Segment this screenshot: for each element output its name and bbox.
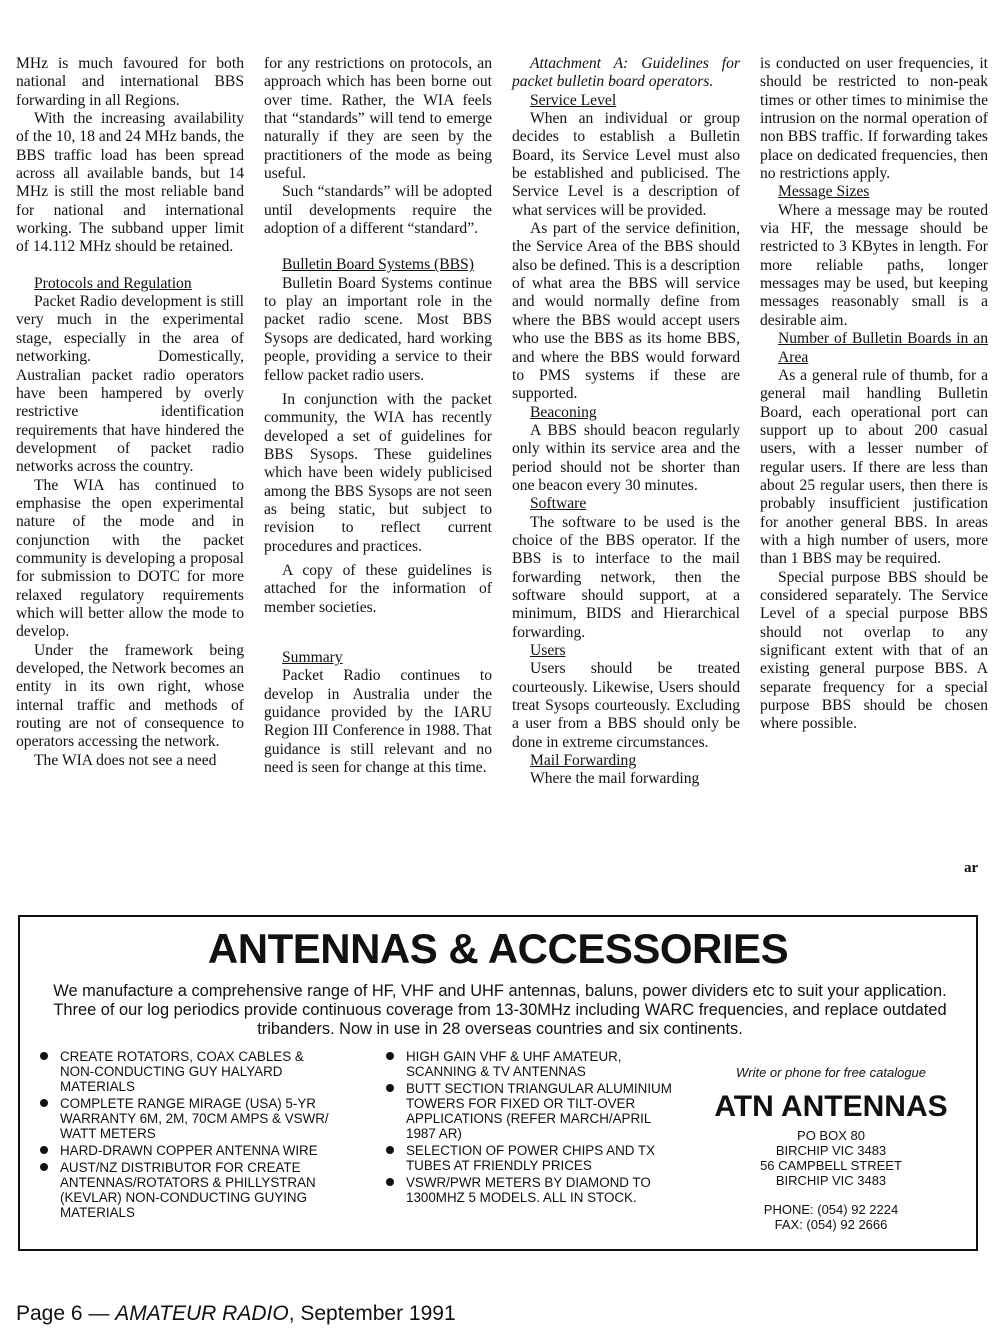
address-line: 56 CAMPBELL STREET xyxy=(760,1158,902,1173)
article-column-3 xyxy=(512,55,740,789)
paragraph: Packet Radio continues to develop in Australia under the guidance provided by the IARU Region III Conference in 1988. That guidance is still relevant and no need is seen for change at this time. xyxy=(264,667,492,777)
bullet-icon xyxy=(40,1146,48,1154)
paragraph: Special purpose BBS should be considered separately. The Service Level of a special purpose BBS should not overlap to any significant extent with that of an existing general purpose BBS. A separate frequency for a special purpose BBS should be chosen where possible. xyxy=(760,568,988,733)
magazine-title: AMATEUR RADIO xyxy=(115,1302,289,1325)
section-heading-software: Software xyxy=(530,495,587,513)
paragraph: Where a message may be routed via HF, the message should be restricted to 3 KBytes in length. For more reliable paths, longer messages may be used, but keeping messages reasonably small is a desirable aim. xyxy=(760,201,988,329)
bullet-icon xyxy=(386,1178,394,1186)
paragraph: Such “standards” will be adopted until developments require the adoption of a different “standard”. xyxy=(264,183,492,238)
ad-intro: We manufacture a comprehensive range of HF, VHF and UHF antennas, baluns, power dividers etc to suit your application. Three of our log periodics provide continuous coverage from 13-30MHz including WARC frequencies, and replace outdated tribanders. Now in use in 28 overseas countries and six continents. xyxy=(53,982,947,1038)
article-column-2 xyxy=(264,55,492,777)
paragraph: A BBS should beacon regularly only within its service area and the period should not be shorter than one beacon every 30 minutes. xyxy=(512,421,740,494)
list-item: HARD-DRAWN COPPER ANTENNA WIRE xyxy=(38,1143,338,1158)
page-footer xyxy=(16,1302,456,1326)
catalogue-note: Write or phone for free catalogue xyxy=(735,1065,927,1080)
paragraph: As part of the service definition, the Service Area of the BBS should also be defined. This is a description of what area the BBS will service and would normally define from where the BBS would accept users who use the BBS as its home BBS, and where the BBS would forward to PMS systems if these are supported. xyxy=(512,220,740,403)
section-heading-mail-forwarding: Mail Forwarding xyxy=(530,752,637,770)
ad-contact-block xyxy=(696,1065,966,1232)
paragraph: As a general rule of thumb, for a general mail handling Bulletin Board, each operational port can support up to about 200 casual users, with a lesser number of regular users. If there are less than about 25 regular users, then there is probably insufficient justification for another general BBS. In areas with a high number of users, more than 1 BBS may be required. xyxy=(760,366,988,568)
paragraph: Bulletin Board Systems continue to play an important role in the packet radio scene. Most BBS Sysops are dedicated, hard working people, providing a service to their fellow packet radio users. xyxy=(264,274,492,384)
list-item: HIGH GAIN VHF & UHF AMATEUR, SCANNING & TV ANTENNAS xyxy=(384,1049,674,1079)
bullet-icon xyxy=(386,1146,394,1154)
paragraph: With the increasing availability of the 10, 18 and 24 MHz bands, the BBS traffic load has been spread across all available bands, but 14 MHz is still the most reliable band for national and international working. The subband upper limit of 14.112 MHz should be retained. xyxy=(16,110,244,256)
section-heading-number-of-boards: Number of Bulletin Boards in an Area xyxy=(778,330,988,366)
list-item: CREATE ROTATORS, COAX CABLES & NON-CONDUCTING GUY HALYARD MATERIALS xyxy=(38,1049,338,1094)
paragraph: The software to be used is the choice of the BBS operator. If the BBS is to interface to the mail forwarding network, then the software should support, at a minimum, BIDS and Hierarchical forwarding. xyxy=(512,513,740,641)
paragraph: Under the framework being developed, the Network becomes an entity in its own right, whose internal traffic and methods of routing are not of consequence to operators accessing the network. xyxy=(16,641,244,751)
section-heading-users: Users xyxy=(530,642,566,659)
ad-product-list-1 xyxy=(38,1049,338,1222)
list-item: BUTT SECTION TRIANGULAR ALUMINIUM TOWERS FOR FIXED OR TILT-OVER APPLICATIONS (REFER MARCH/APRIL 1987 AR) xyxy=(384,1081,674,1141)
paragraph: When an individual or group decides to establish a Bulletin Board, its Service Level must also be established and publicised. The Service Level is a description of what services will be provided. xyxy=(512,110,740,219)
list-item: AUST/NZ DISTRIBUTOR FOR CREATE ANTENNAS/ROTATORS & PHILLYSTRAN (KEVLAR) NON-CONDUCTING GUYING MATERIALS xyxy=(38,1160,338,1220)
issue-date: , September 1991 xyxy=(288,1302,456,1325)
phone-number: PHONE: (054) 92 2224 xyxy=(763,1202,899,1217)
bullet-icon xyxy=(40,1163,48,1171)
section-heading-message-sizes: Message Sizes xyxy=(778,183,870,201)
ad-title: ANTENNAS & ACCESSORIES xyxy=(207,925,789,972)
list-item: COMPLETE RANGE MIRAGE (USA) 5-YR WARRANTY 6M, 2M, 70CM AMPS & VSWR/ WATT METERS xyxy=(38,1096,338,1141)
page-number: Page 6 — xyxy=(16,1302,116,1325)
bullet-icon xyxy=(40,1052,48,1060)
ad-product-list-2 xyxy=(384,1049,674,1207)
bullet-icon xyxy=(386,1084,394,1092)
section-heading-bbs: Bulletin Board Systems (BBS) xyxy=(282,256,474,274)
paragraph: Where the mail forwarding xyxy=(530,770,700,788)
paragraph: The WIA has continued to emphasise the open experimental nature of the mode and in conjunction with the packet community is developing a proposal for submission to DOTC for more relaxed regulatory requirements which will better allow the mode to develop. xyxy=(16,476,244,641)
paragraph: Users should be treated courteously. Likewise, Users should treat Sysops courteously. Excluding a user from a BBS should only be done in extreme circumstances. xyxy=(512,660,740,751)
section-heading-service-level: Service Level xyxy=(530,91,617,109)
paragraph: The WIA does not see a need xyxy=(34,751,217,769)
paragraph: In conjunction with the packet community, the WIA has recently developed a set of guidelines for BBS Sysops. These guidelines which have been widely publicised among the BBS Sysops are not seen as being static, but subject to revision to reflect current procedures and practices. xyxy=(264,390,492,555)
paragraph: is conducted on user frequencies, it should be restricted to non-peak times or other times to minimise the intrusion on the normal operation of non BBS traffic. If forwarding takes place on dedicated frequencies, then no restrictions apply. xyxy=(760,55,988,183)
section-heading-summary: Summary xyxy=(282,648,343,666)
bullet-icon xyxy=(40,1099,48,1107)
section-heading-beaconing: Beaconing xyxy=(530,403,597,421)
section-heading-protocols: Protocols and Regulation xyxy=(34,274,192,292)
paragraph: A copy of these guidelines is attached for the information of member societies. xyxy=(264,561,492,616)
company-name: ATN ANTENNAS xyxy=(714,1090,948,1123)
article-column-4 xyxy=(760,55,988,734)
article-column-1 xyxy=(16,55,244,770)
advertisement-box xyxy=(18,915,978,1251)
list-item: VSWR/PWR METERS BY DIAMOND TO 1300MHZ 5 MODELS. ALL IN STOCK. xyxy=(384,1175,674,1205)
article-end-mark: ar xyxy=(964,860,979,876)
list-item: SELECTION OF POWER CHIPS AND TX TUBES AT FRIENDLY PRICES xyxy=(384,1143,674,1173)
address-line: BIRCHIP VIC 3483 xyxy=(775,1143,887,1158)
fax-number: FAX: (054) 92 2666 xyxy=(774,1217,888,1232)
address-line: BIRCHIP VIC 3483 xyxy=(775,1173,887,1188)
paragraph: MHz is much favoured for both national and international BBS forwarding in all Regions. xyxy=(16,55,244,109)
paragraph: Packet Radio development is still very much in the experimental stage, especially in the area of networking. Domestically, Australian packet radio operators have been hampered by overly restrictive identification requirements that have hindered the development of packet radio networks across the country. xyxy=(16,293,244,476)
address-line: PO BOX 80 xyxy=(797,1128,865,1143)
paragraph: for any restrictions on protocols, an approach which has been borne out over time. Rather, the WIA feels that “standards” will tend to emerge naturally if they are seen by the practitioners of the mode as being useful. xyxy=(264,55,492,183)
attachment-title: Attachment A: Guidelines for packet bulletin board operators. xyxy=(512,55,740,91)
bullet-icon xyxy=(386,1052,394,1060)
